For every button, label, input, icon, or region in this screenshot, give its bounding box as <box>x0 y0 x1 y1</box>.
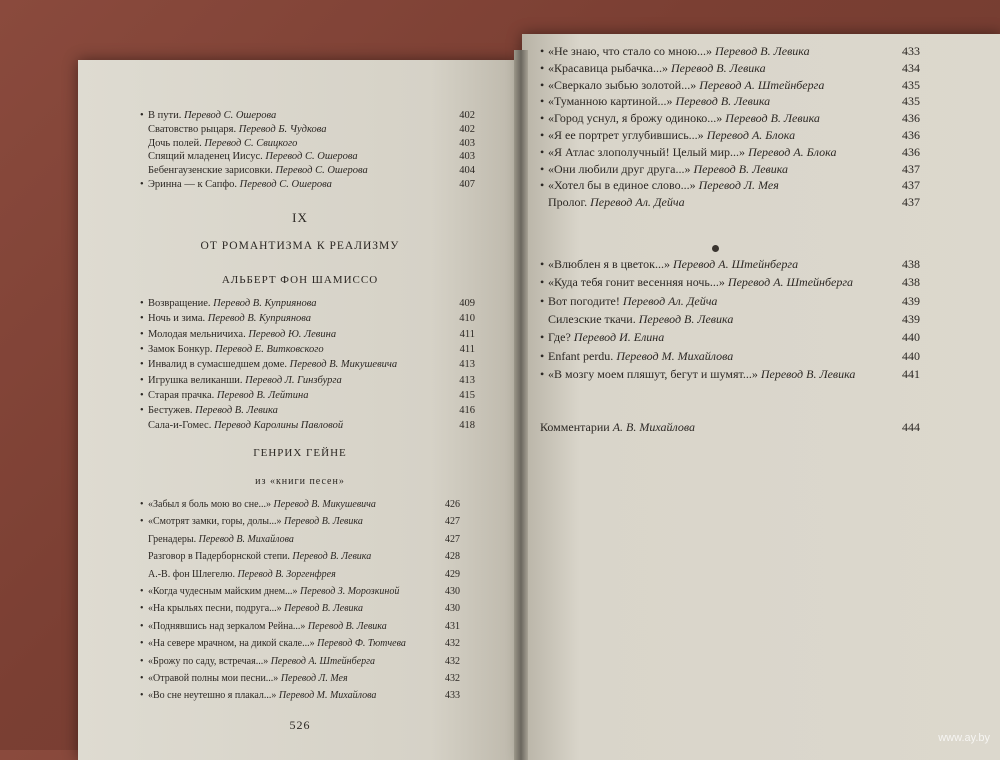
entry-translator: Перевод Каролины Павловой <box>213 420 344 432</box>
entry-translator: Перевод В. Левика <box>760 366 856 381</box>
entry-title: Пролог. <box>548 195 591 210</box>
entry-title: «Они любили друг друга...» <box>548 161 694 176</box>
bullet-mark: • <box>140 313 144 325</box>
bullet-mark: • <box>140 110 144 121</box>
toc-entry <box>140 313 475 325</box>
toc-entry <box>540 312 920 326</box>
entry-title: В пути. <box>148 110 184 121</box>
entry-translator: Перевод А. Штейнберга <box>727 275 854 290</box>
bullet-mark: • <box>540 94 545 109</box>
entry-translator: Перевод Л. Мея <box>698 178 779 193</box>
entry-translator: Перевод В. Левика <box>292 551 372 563</box>
entry-page: 437 <box>902 178 920 193</box>
entry-translator: Перевод А. Штейнберга <box>270 655 375 667</box>
entry-translator: Перевод И. Елина <box>573 330 665 345</box>
entry-translator: Перевод В. Левика <box>693 161 789 176</box>
entry-translator: Перевод Ф. Тютчева <box>317 638 406 650</box>
entry-page: 403 <box>459 151 475 163</box>
separator-dot <box>712 245 719 252</box>
entry-title: Игрушка великанши. <box>148 374 246 386</box>
entry-page: 432 <box>445 638 460 650</box>
entry-page: 440 <box>902 330 920 345</box>
toc-entry <box>140 551 460 563</box>
bullet-mark: • <box>140 405 144 417</box>
bullet-mark: • <box>540 348 545 363</box>
entry-title: Сала-и-Гомес. <box>148 420 214 432</box>
bullet-mark: • <box>140 328 144 340</box>
entry-translator: Перевод В. Левика <box>284 516 363 528</box>
entry-translator: Перевод В. Левика <box>715 44 810 58</box>
entry-title: «Туманною картиной...» <box>548 94 676 109</box>
toc-entry <box>140 110 475 122</box>
entry-translator: Перевод М. Михайлова <box>278 690 377 702</box>
entry-page: 436 <box>902 144 920 159</box>
entry-page: 427 <box>445 516 460 528</box>
entry-translator: Перевод В. Левика <box>638 311 734 326</box>
entry-page: 435 <box>902 77 920 92</box>
entry-page: 438 <box>902 275 920 290</box>
entry-page: 437 <box>902 161 920 176</box>
entry-page: 407 <box>459 179 475 190</box>
entry-page: 413 <box>459 374 475 386</box>
entry-page: 430 <box>445 586 460 597</box>
toc-entry <box>540 111 920 125</box>
toc-entry <box>540 61 920 75</box>
toc-entry <box>540 294 920 308</box>
entry-translator: Перевод А. Штейнберга <box>699 77 825 92</box>
toc-entry <box>140 390 475 402</box>
toc-entry <box>140 138 475 150</box>
entry-title: «Я ее портрет углубившись...» <box>548 128 707 142</box>
entry-title: Где? <box>548 330 574 345</box>
entry-translator: Перевод Б. Чудкова <box>238 123 327 135</box>
book-spine <box>514 50 528 760</box>
bullet-mark: • <box>540 144 545 159</box>
author-heine: ГЕНРИХ ГЕЙНЕ <box>253 447 347 459</box>
commentary-label: Комментарии <box>540 420 613 434</box>
entry-title: Гренадеры. <box>148 533 199 545</box>
entry-page: 416 <box>459 405 475 417</box>
bullet-mark: • <box>140 343 144 355</box>
bullet-mark: • <box>540 128 545 142</box>
entry-title: Enfant perdu. <box>548 348 617 363</box>
entry-title: «Брожу по саду, встречая...» <box>148 655 271 667</box>
entry-page: 437 <box>902 195 920 210</box>
entry-title: Бестужев. <box>148 405 196 417</box>
entry-page: 432 <box>445 655 460 667</box>
entry-translator: Перевод Ю. Левина <box>248 328 337 340</box>
entry-translator: Перевод В. Михайлова <box>198 533 294 545</box>
bullet-mark: • <box>540 161 545 176</box>
entry-title: Вот погодите! <box>548 293 623 308</box>
entry-page: 402 <box>459 123 475 135</box>
toc-entry <box>540 178 920 192</box>
entry-page: 413 <box>459 359 475 371</box>
toc-entry <box>140 534 460 546</box>
entry-page: 435 <box>902 94 920 109</box>
entry-translator: Перевод Ал. Дейча <box>590 195 685 210</box>
entry-translator: Перевод С. Ошерова <box>239 179 332 190</box>
entry-translator: Перевод В. Лейтина <box>216 389 309 401</box>
toc-entry <box>140 179 475 191</box>
entry-page: 433 <box>902 44 920 58</box>
entry-translator: Перевод С. Ошерова <box>183 110 277 121</box>
toc-entry <box>140 603 460 615</box>
commentary-author: А. В. Михайлова <box>612 420 696 434</box>
entry-page: 418 <box>459 420 475 432</box>
toc-entry <box>140 375 475 387</box>
toc-entry <box>140 516 460 528</box>
bullet-mark: • <box>540 366 545 381</box>
toc-entry <box>140 673 460 685</box>
entry-translator: Перевод Е. Витковского <box>215 343 324 355</box>
bullet-mark: • <box>140 179 144 190</box>
bullet-mark: • <box>140 638 144 650</box>
entry-translator: Перевод З. Морозкиной <box>300 586 400 597</box>
entry-translator: Перевод В. Левика <box>195 405 278 417</box>
bullet-mark: • <box>540 293 545 308</box>
entry-translator: Перевод М. Михайлова <box>616 348 734 363</box>
bullet-mark: • <box>540 178 545 193</box>
entry-title: Замок Бонкур. <box>148 343 216 355</box>
entry-title: Ночь и зима. <box>148 313 208 325</box>
entry-translator: Перевод В. Куприянова <box>213 298 317 309</box>
entry-page: 439 <box>902 311 920 326</box>
entry-title: «Смотрят замки, горы, долы...» <box>148 516 284 528</box>
entry-page: 441 <box>902 366 920 381</box>
bullet-mark: • <box>140 359 144 371</box>
entry-page: 439 <box>902 293 920 308</box>
entry-title: Инвалид в сумасшедшем доме. <box>148 359 290 371</box>
toc-entry <box>140 499 460 511</box>
toc-entry <box>140 151 475 163</box>
entry-translator: Перевод В. Левика <box>307 620 387 632</box>
entry-page: 427 <box>445 533 460 545</box>
bullet-mark: • <box>540 111 545 126</box>
page-number: 526 <box>289 718 311 732</box>
entry-translator: Перевод Л. Мея <box>280 673 348 684</box>
entry-title: «Куда тебя гонит весенняя ночь...» <box>548 275 728 290</box>
entry-translator: Перевод С. Ошерова <box>275 165 368 177</box>
entry-title: «Не знаю, что стало со мною...» <box>548 44 716 58</box>
entry-title: Молодая мельничиха. <box>148 328 249 340</box>
toc-entry <box>140 359 475 371</box>
author-chamisso: АЛЬБЕРТ ФОН ШАМИССО <box>221 274 379 286</box>
entry-page: 438 <box>902 257 920 271</box>
bullet-mark: • <box>140 690 144 702</box>
entry-title: «Город уснул, я брожу одиноко...» <box>548 111 726 126</box>
toc-entry <box>540 275 920 289</box>
entry-translator: Перевод Ал. Дейча <box>622 293 718 308</box>
entry-title: «Сверкало зыбью золотой...» <box>548 77 700 92</box>
entry-title: «В мозгу моем пляшут, бегут и шумят...» <box>548 366 761 381</box>
entry-translator: Перевод А. Блока <box>748 144 837 159</box>
entry-title: «На крыльях песни, подруга...» <box>148 603 285 615</box>
toc-entry <box>140 569 460 581</box>
toc-entry <box>140 344 475 356</box>
entry-translator: Перевод В. Куприянова <box>207 313 312 325</box>
entry-page: 411 <box>459 328 475 340</box>
toc-entry <box>140 586 460 598</box>
entry-title: «Забыл я боль мою во сне...» <box>148 499 274 510</box>
entry-translator: Перевод С. Ошерова <box>265 151 358 163</box>
toc-entry <box>540 330 920 344</box>
entry-title: «Я Атлас злополучный! Целый мир...» <box>548 144 749 159</box>
entry-page: 404 <box>459 165 475 177</box>
entry-page: 434 <box>902 60 920 75</box>
entry-page: 415 <box>459 389 475 401</box>
bullet-mark: • <box>140 499 144 510</box>
entry-page: 428 <box>445 551 460 563</box>
toc-entry <box>540 257 920 271</box>
entry-title: Сватовство рыцаря. <box>148 123 239 135</box>
bullet-mark: • <box>140 673 144 684</box>
section-number: IX <box>292 210 308 225</box>
toc-entry <box>540 162 920 176</box>
entry-title: Возвращение. <box>148 298 214 309</box>
entry-page: 430 <box>445 603 460 615</box>
toc-entry <box>140 420 475 432</box>
entry-title: «Когда чудесным майским днем...» <box>148 586 301 597</box>
toc-entry <box>140 298 475 310</box>
toc-entry <box>140 329 475 341</box>
toc-entry <box>140 165 475 177</box>
entry-title: Бебенгаузенские зарисовки. <box>148 165 276 177</box>
entry-page: 410 <box>459 313 475 325</box>
toc-entry <box>540 94 920 108</box>
entry-title: «Поднявшись над зеркалом Рейна...» <box>148 620 308 632</box>
commentary-page: 444 <box>902 420 920 434</box>
toc-entry <box>540 367 920 381</box>
entry-page: 436 <box>902 128 920 142</box>
entry-translator: Перевод А. Штейнберга <box>672 257 799 271</box>
entry-title: «Красавица рыбачка...» <box>548 60 671 75</box>
bullet-mark: • <box>540 44 545 58</box>
entry-title: Старая прачка. <box>148 389 217 401</box>
entry-title: «Отравой полны мои песни...» <box>148 673 281 684</box>
toc-entry <box>140 638 460 650</box>
toc-entry <box>140 621 460 633</box>
entry-translator: Перевод В. Зоргенфрея <box>237 568 336 580</box>
bullet-mark: • <box>140 655 144 667</box>
entry-translator: Перевод В. Левика <box>725 111 820 126</box>
bullet-mark: • <box>540 275 545 290</box>
entry-title: Спящий младенец Иисус. <box>148 151 266 163</box>
bullet-mark: • <box>140 603 144 615</box>
entry-page: 433 <box>445 690 460 702</box>
entry-title: Силезские ткачи. <box>548 311 639 326</box>
entry-page: 409 <box>459 298 475 309</box>
entry-title: «Во сне неутешно я плакал...» <box>148 690 279 702</box>
toc-entry <box>540 349 920 363</box>
bullet-mark: • <box>540 257 545 271</box>
entry-title: Дочь полей. <box>148 137 205 149</box>
toc-entry <box>140 124 475 136</box>
entry-translator: Перевод В. Левика <box>675 94 771 109</box>
bullet-mark: • <box>140 389 144 401</box>
entry-page: 403 <box>459 137 475 149</box>
entry-page: 436 <box>902 111 920 126</box>
entry-translator: Перевод С. Свицкого <box>204 137 298 149</box>
entry-title: А.-В. фон Шлегелю. <box>148 568 238 580</box>
entry-page: 402 <box>459 110 475 121</box>
entry-page: 432 <box>445 673 460 684</box>
entry-translator: Перевод В. Микушевича <box>273 499 376 510</box>
toc-entry <box>540 78 920 92</box>
commentary-entry <box>540 420 920 434</box>
entry-translator: Перевод В. Левика <box>284 603 363 615</box>
entry-translator: Перевод В. Левика <box>671 60 766 75</box>
bullet-mark: • <box>140 374 144 386</box>
watermark: www.ay.by <box>938 732 990 744</box>
entry-translator: Перевод А. Блока <box>706 128 796 142</box>
bullet-mark: • <box>540 60 545 75</box>
bullet-mark: • <box>540 330 545 345</box>
entry-page: 431 <box>445 620 460 632</box>
entry-title: Эринна — к Сапфо. <box>148 179 240 190</box>
entry-translator: Перевод В. Микушевича <box>289 359 398 371</box>
book-title: из «книги песен» <box>255 476 345 487</box>
bullet-mark: • <box>140 298 144 309</box>
bullet-mark: • <box>540 77 545 92</box>
entry-page: 411 <box>459 343 475 355</box>
entry-translator: Перевод Л. Гинзбурга <box>245 374 342 386</box>
entry-page: 440 <box>902 348 920 363</box>
toc-entry <box>540 195 920 209</box>
right-page <box>522 34 1000 760</box>
entry-title: «Влюблен я в цветок...» <box>548 257 673 271</box>
entry-title: «На севере мрачном, на дикой скале...» <box>148 638 318 650</box>
entry-title: «Хотел бы в единое слово...» <box>548 178 699 193</box>
bullet-mark: • <box>140 586 144 597</box>
entry-page: 426 <box>445 499 460 510</box>
toc-entry <box>140 656 460 668</box>
bullet-mark: • <box>140 620 144 632</box>
toc-entry <box>540 145 920 159</box>
toc-entry <box>540 128 920 142</box>
toc-entry <box>540 44 920 58</box>
toc-entry <box>140 690 460 702</box>
bullet-mark: • <box>140 516 144 528</box>
entry-title: Разговор в Падерборнской степи. <box>148 551 293 563</box>
entry-page: 429 <box>445 568 460 580</box>
toc-entry <box>140 405 475 417</box>
section-title: ОТ РОМАНТИЗМА К РЕАЛИЗМУ <box>200 240 400 252</box>
